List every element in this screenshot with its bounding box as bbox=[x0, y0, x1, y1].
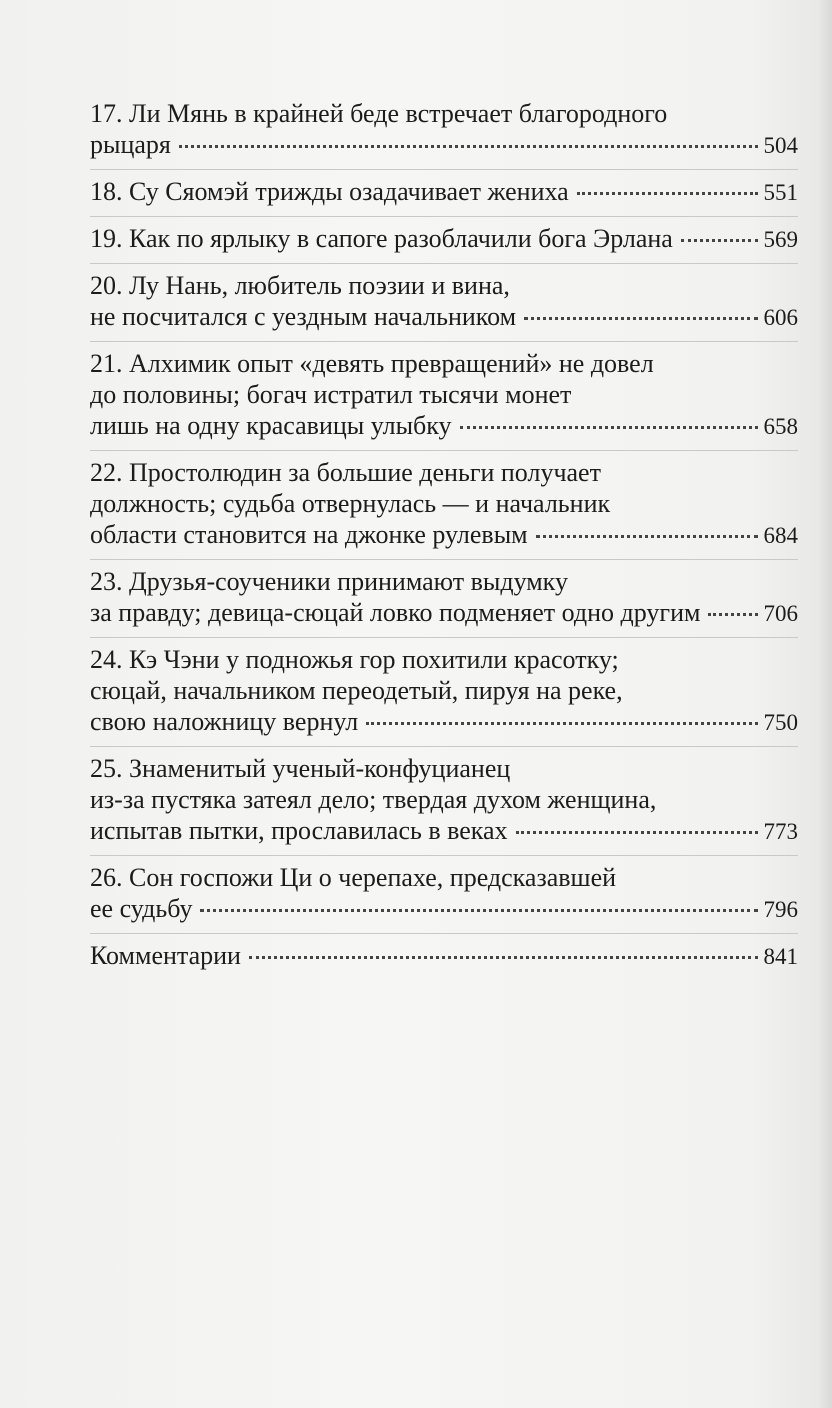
toc-page-number: 504 bbox=[763, 133, 798, 158]
toc-entry-title-line: 17. Ли Мянь в крайней беде встречает благородного bbox=[90, 99, 668, 128]
toc-line bbox=[90, 410, 798, 442]
toc-entry-title-line: 26. Сон госпожи Ци о черепахе, предсказавшей bbox=[90, 863, 617, 892]
toc-line bbox=[90, 98, 798, 129]
toc-entry-title-line: не посчитался с уездным начальником bbox=[90, 302, 517, 331]
toc-entry-comments bbox=[90, 934, 798, 980]
toc-entry-title-line: рыцаря bbox=[90, 130, 171, 159]
toc-page-number: 658 bbox=[763, 414, 798, 439]
dot-leader bbox=[249, 956, 758, 959]
toc-entry-title-line: испытав пытки, прославилась в веках bbox=[90, 816, 508, 845]
toc-page-number: 606 bbox=[763, 305, 798, 330]
toc-entry bbox=[90, 856, 798, 934]
toc-page-number: 551 bbox=[763, 180, 798, 205]
toc-page-number: 684 bbox=[763, 523, 798, 548]
toc-entry-title-line: лишь на одну красавицы улыбку bbox=[90, 411, 452, 440]
toc-line bbox=[90, 223, 798, 255]
toc-line bbox=[90, 129, 798, 161]
toc-entry bbox=[90, 217, 798, 264]
toc-line bbox=[90, 675, 798, 706]
toc-entry-title-line: 25. Знаменитый ученый-конфуцианец bbox=[90, 754, 511, 783]
toc-line bbox=[90, 706, 798, 738]
toc-entry bbox=[90, 560, 798, 638]
toc-entry-title-line: свою наложницу вернул bbox=[90, 707, 359, 736]
toc-entry bbox=[90, 92, 798, 170]
toc-line bbox=[90, 270, 798, 301]
toc-entry-title-line: Комментарии bbox=[90, 941, 241, 970]
toc-line bbox=[90, 862, 798, 893]
toc-entry bbox=[90, 264, 798, 342]
toc-page-number: 796 bbox=[763, 897, 798, 922]
toc-line bbox=[90, 379, 798, 410]
toc-entry bbox=[90, 638, 798, 747]
toc-entry-title-line: 23. Друзья-соученики принимают выдумку bbox=[90, 567, 568, 596]
dot-leader bbox=[200, 909, 757, 912]
toc-entry-title-line: 20. Лу Нань, любитель поэзии и вина, bbox=[90, 271, 510, 300]
toc-entry bbox=[90, 342, 798, 451]
toc-line bbox=[90, 488, 798, 519]
toc-line bbox=[90, 566, 798, 597]
table-of-contents bbox=[90, 92, 798, 980]
dot-leader bbox=[524, 317, 757, 320]
toc-entry-title-line: за правду; девица-сюцай ловко подменяет одно другим bbox=[90, 598, 701, 627]
toc-entry-title-line: 19. Как по ярлыку в сапоге разоблачили бога Эрлана bbox=[90, 224, 673, 253]
toc-page-number: 841 bbox=[763, 944, 798, 969]
toc-entry-title-line: 22. Простолюдин за большие деньги получает bbox=[90, 458, 601, 487]
toc-line bbox=[90, 348, 798, 379]
toc-entry-title-line: 18. Су Сяомэй трижды озадачивает жениха bbox=[90, 177, 569, 206]
toc-line bbox=[90, 815, 798, 847]
toc-entry bbox=[90, 747, 798, 856]
toc-entry bbox=[90, 451, 798, 560]
toc-entry-title-line: ее судьбу bbox=[90, 894, 193, 923]
toc-entry-title-line: области становится на джонке рулевым bbox=[90, 520, 528, 549]
dot-leader bbox=[577, 192, 758, 195]
toc-line bbox=[90, 457, 798, 488]
toc-line bbox=[90, 940, 798, 972]
toc-line bbox=[90, 893, 798, 925]
toc-entry-title-line: должность; судьба отвернулась — и начальник bbox=[90, 489, 611, 518]
toc-entry-title-line: сюцай, начальником переодетый, пируя на реке, bbox=[90, 676, 623, 705]
toc-page-number: 773 bbox=[763, 819, 798, 844]
toc-page-number: 569 bbox=[763, 227, 798, 252]
dot-leader bbox=[708, 613, 757, 616]
dot-leader bbox=[366, 722, 757, 725]
toc-entry-title-line: из-за пустяка затеял дело; твердая духом женщина, bbox=[90, 785, 657, 814]
toc-page-number: 750 bbox=[763, 710, 798, 735]
toc-entry-title-line: 24. Кэ Чэни у подножья гор похитили красотку; bbox=[90, 645, 619, 674]
dot-leader bbox=[536, 535, 758, 538]
dot-leader bbox=[681, 239, 758, 242]
toc-entry-title-line: 21. Алхимик опыт «девять превращений» не довел bbox=[90, 349, 654, 378]
toc-line bbox=[90, 519, 798, 551]
dot-leader bbox=[516, 831, 758, 834]
toc-entry bbox=[90, 170, 798, 217]
dot-leader bbox=[179, 145, 758, 148]
toc-line bbox=[90, 176, 798, 208]
dot-leader bbox=[460, 426, 758, 429]
toc-line bbox=[90, 784, 798, 815]
toc-line bbox=[90, 753, 798, 784]
toc-entry-title-line: до половины; богач истратил тысячи монет bbox=[90, 380, 572, 409]
toc-page-number: 706 bbox=[763, 601, 798, 626]
toc-line bbox=[90, 301, 798, 333]
toc-line bbox=[90, 597, 798, 629]
toc-line bbox=[90, 644, 798, 675]
page-edge-shadow bbox=[818, 0, 832, 1408]
